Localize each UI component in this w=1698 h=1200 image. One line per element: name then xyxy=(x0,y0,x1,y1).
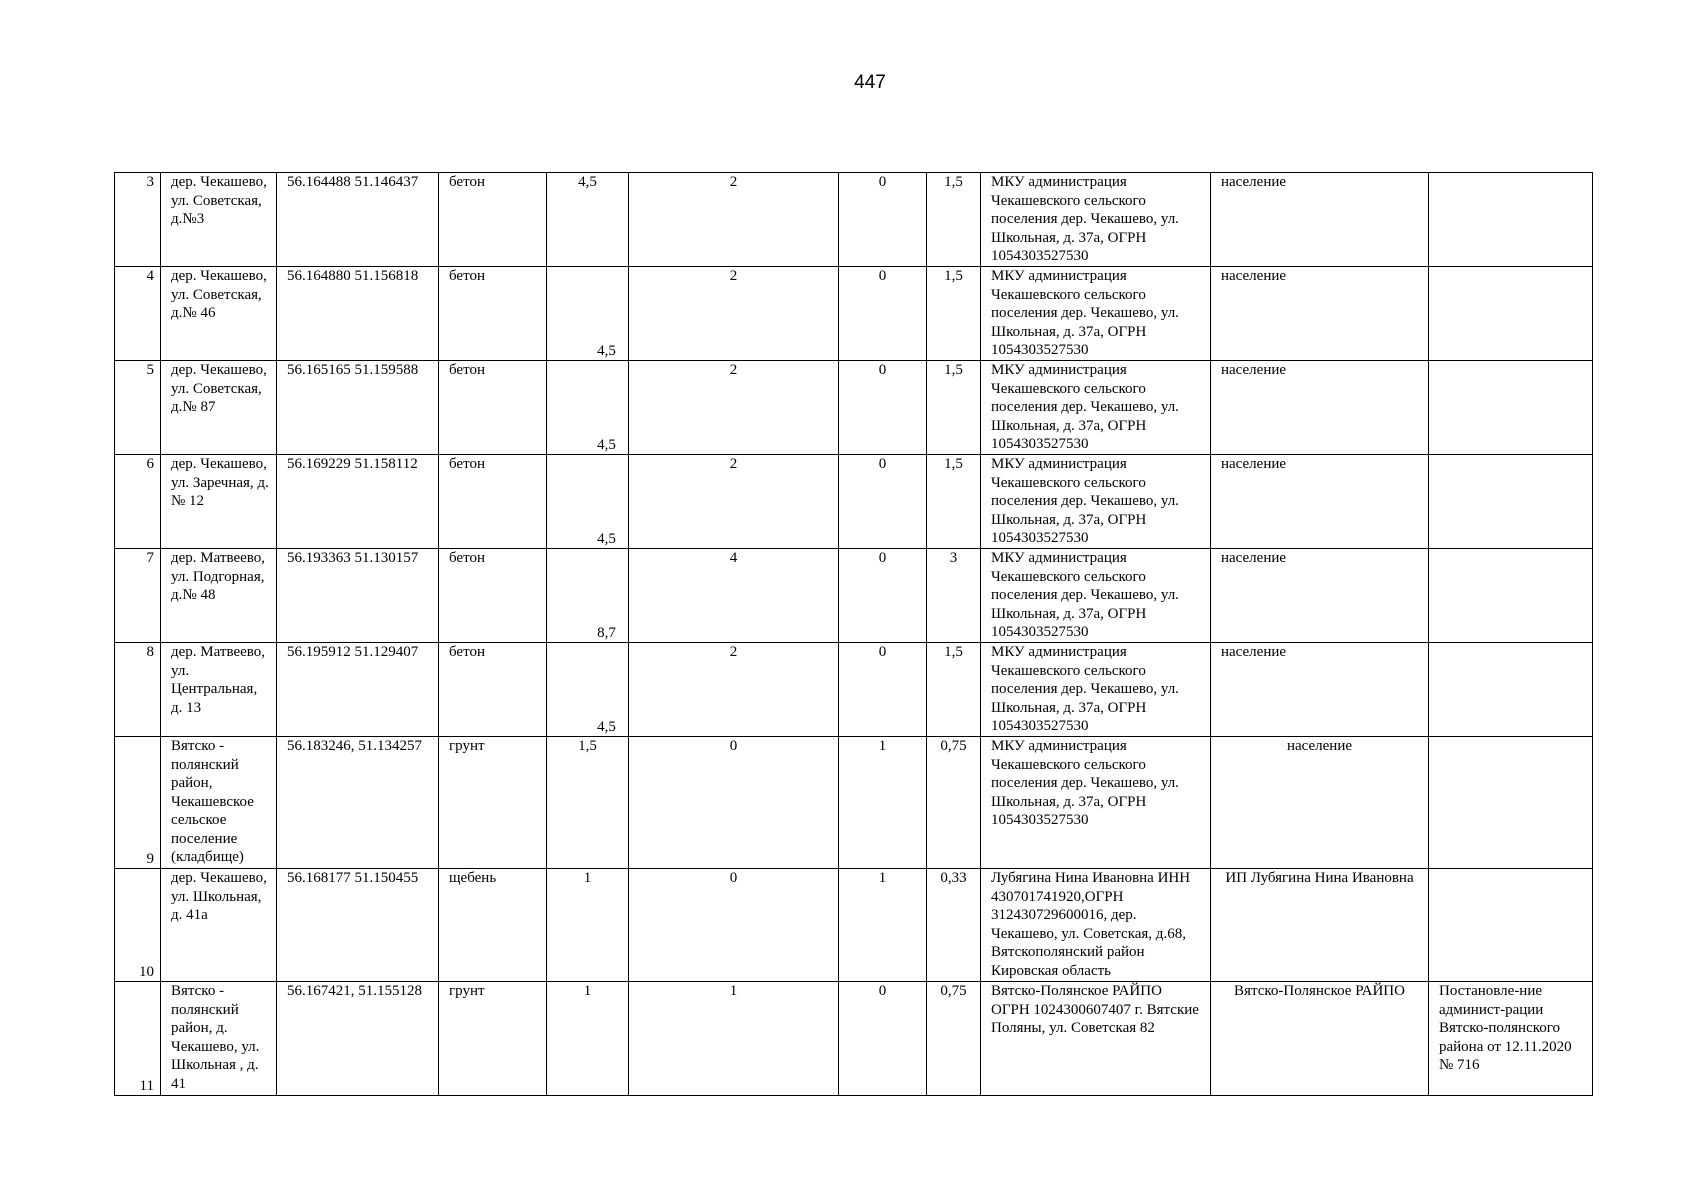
bunker-count-cell: 0 xyxy=(839,361,927,455)
row-number: 7 xyxy=(115,549,161,643)
note-cell xyxy=(1429,455,1593,549)
note-cell xyxy=(1429,361,1593,455)
area-cell: 4,5 xyxy=(547,455,629,549)
area-cell: 1 xyxy=(547,869,629,982)
waste-source-cell: Вятско-Полянское РАЙПО xyxy=(1211,982,1429,1096)
coordinates-cell: 56.164880 51.156818 xyxy=(277,267,439,361)
container-count-cell: 2 xyxy=(629,455,839,549)
bunker-count-cell: 0 xyxy=(839,173,927,267)
waste-site-registry-table xyxy=(114,172,1593,1096)
waste-source-cell: население xyxy=(1211,643,1429,737)
waste-source-cell: население xyxy=(1211,361,1429,455)
note-cell xyxy=(1429,267,1593,361)
coordinates-cell: 56.168177 51.150455 xyxy=(277,869,439,982)
volume-cell: 0,33 xyxy=(927,869,981,982)
surface-cell: бетон xyxy=(439,455,547,549)
bunker-count-cell: 0 xyxy=(839,982,927,1096)
row-number: 3 xyxy=(115,173,161,267)
waste-source-cell: население xyxy=(1211,549,1429,643)
row-number: 11 xyxy=(115,982,161,1096)
volume-cell: 1,5 xyxy=(927,455,981,549)
bunker-count-cell: 0 xyxy=(839,267,927,361)
address-cell: дер. Чекашево, ул. Заречная, д.№ 12 xyxy=(161,455,277,549)
note-cell xyxy=(1429,643,1593,737)
owner-cell: МКУ администрация Чекашевского сельского поселения дер. Чекашево, ул. Школьная, д. 37а, ОГРН 1054303527530 xyxy=(981,455,1211,549)
address-cell: дер. Матвеево, ул. Центральная, д. 13 xyxy=(161,643,277,737)
row-number: 9 xyxy=(115,737,161,869)
bunker-count-cell: 0 xyxy=(839,549,927,643)
table-row xyxy=(115,737,1593,869)
coordinates-cell: 56.169229 51.158112 xyxy=(277,455,439,549)
coordinates-cell: 56.193363 51.130157 xyxy=(277,549,439,643)
volume-cell: 1,5 xyxy=(927,361,981,455)
row-number: 10 xyxy=(115,869,161,982)
container-count-cell: 2 xyxy=(629,173,839,267)
coordinates-cell: 56.183246, 51.134257 xyxy=(277,737,439,869)
waste-source-cell: население xyxy=(1211,455,1429,549)
table-row xyxy=(115,869,1593,982)
table-row xyxy=(115,455,1593,549)
surface-cell: бетон xyxy=(439,361,547,455)
table-row xyxy=(115,173,1593,267)
surface-cell: грунт xyxy=(439,737,547,869)
row-number: 4 xyxy=(115,267,161,361)
owner-cell: МКУ администрация Чекашевского сельского поселения дер. Чекашево, ул. Школьная, д. 37а, ОГРН 1054303527530 xyxy=(981,549,1211,643)
note-cell xyxy=(1429,869,1593,982)
address-cell: Вятско - полянский район, Чекашевское сельское поселение (кладбище) xyxy=(161,737,277,869)
surface-cell: бетон xyxy=(439,173,547,267)
surface-cell: щебень xyxy=(439,869,547,982)
area-cell: 1 xyxy=(547,982,629,1096)
surface-cell: бетон xyxy=(439,643,547,737)
bunker-count-cell: 1 xyxy=(839,869,927,982)
coordinates-cell: 56.165165 51.159588 xyxy=(277,361,439,455)
volume-cell: 1,5 xyxy=(927,173,981,267)
table-row xyxy=(115,361,1593,455)
address-cell: дер. Чекашево, ул. Советская, д.№3 xyxy=(161,173,277,267)
waste-source-cell: ИП Лубягина Нина Ивановна xyxy=(1211,869,1429,982)
area-cell: 4,5 xyxy=(547,267,629,361)
container-count-cell: 2 xyxy=(629,267,839,361)
note-cell: Постановле-ние админист-рации Вятско-полянского района от 12.11.2020 № 716 xyxy=(1429,982,1593,1096)
waste-source-cell: население xyxy=(1211,267,1429,361)
table-row xyxy=(115,267,1593,361)
address-cell: дер. Чекашево, ул. Советская, д.№ 87 xyxy=(161,361,277,455)
owner-cell: Лубягина Нина Ивановна ИНН 430701741920,ОГРН 312430729600016, дер. Чекашево, ул. Советская, д.68, Вятскополянский район Кировская область xyxy=(981,869,1211,982)
waste-source-cell: население xyxy=(1211,737,1429,869)
table-row xyxy=(115,643,1593,737)
address-cell: дер. Матвеево, ул. Подгорная, д.№ 48 xyxy=(161,549,277,643)
owner-cell: Вятско-Полянское РАЙПО ОГРН 1024300607407 г. Вятские Поляны, ул. Советская 82 xyxy=(981,982,1211,1096)
area-cell: 8,7 xyxy=(547,549,629,643)
address-cell: Вятско - полянский район, д. Чекашево, ул. Школьная , д. 41 xyxy=(161,982,277,1096)
container-count-cell: 1 xyxy=(629,982,839,1096)
area-cell: 4,5 xyxy=(547,643,629,737)
address-cell: дер. Чекашево, ул. Школьная, д. 41а xyxy=(161,869,277,982)
waste-source-cell: население xyxy=(1211,173,1429,267)
note-cell xyxy=(1429,549,1593,643)
surface-cell: бетон xyxy=(439,549,547,643)
area-cell: 4,5 xyxy=(547,361,629,455)
coordinates-cell: 56.167421, 51.155128 xyxy=(277,982,439,1096)
bunker-count-cell: 0 xyxy=(839,643,927,737)
table-row xyxy=(115,982,1593,1096)
owner-cell: МКУ администрация Чекашевского сельского поселения дер. Чекашево, ул. Школьная, д. 37а, ОГРН 1054303527530 xyxy=(981,267,1211,361)
note-cell xyxy=(1429,737,1593,869)
container-count-cell: 2 xyxy=(629,643,839,737)
bunker-count-cell: 1 xyxy=(839,737,927,869)
address-cell: дер. Чекашево, ул. Советская, д.№ 46 xyxy=(161,267,277,361)
coordinates-cell: 56.164488 51.146437 xyxy=(277,173,439,267)
owner-cell: МКУ администрация Чекашевского сельского поселения дер. Чекашево, ул. Школьная, д. 37а, ОГРН 1054303527530 xyxy=(981,361,1211,455)
coordinates-cell: 56.195912 51.129407 xyxy=(277,643,439,737)
container-count-cell: 4 xyxy=(629,549,839,643)
row-number: 6 xyxy=(115,455,161,549)
container-count-cell: 0 xyxy=(629,869,839,982)
area-cell: 1,5 xyxy=(547,737,629,869)
surface-cell: бетон xyxy=(439,267,547,361)
row-number: 5 xyxy=(115,361,161,455)
bunker-count-cell: 0 xyxy=(839,455,927,549)
table-row xyxy=(115,549,1593,643)
note-cell xyxy=(1429,173,1593,267)
volume-cell: 1,5 xyxy=(927,643,981,737)
page-number: 447 xyxy=(854,72,886,93)
owner-cell: МКУ администрация Чекашевского сельского поселения дер. Чекашево, ул. Школьная, д. 37а, ОГРН 1054303527530 xyxy=(981,173,1211,267)
container-count-cell: 2 xyxy=(629,361,839,455)
row-number: 8 xyxy=(115,643,161,737)
container-count-cell: 0 xyxy=(629,737,839,869)
area-cell: 4,5 xyxy=(547,173,629,267)
volume-cell: 0,75 xyxy=(927,982,981,1096)
surface-cell: грунт xyxy=(439,982,547,1096)
volume-cell: 3 xyxy=(927,549,981,643)
volume-cell: 1,5 xyxy=(927,267,981,361)
volume-cell: 0,75 xyxy=(927,737,981,869)
owner-cell: МКУ администрация Чекашевского сельского поселения дер. Чекашево, ул. Школьная, д. 37а, ОГРН 1054303527530 xyxy=(981,737,1211,869)
owner-cell: МКУ администрация Чекашевского сельского поселения дер. Чекашево, ул. Школьная, д. 37а, ОГРН 1054303527530 xyxy=(981,643,1211,737)
